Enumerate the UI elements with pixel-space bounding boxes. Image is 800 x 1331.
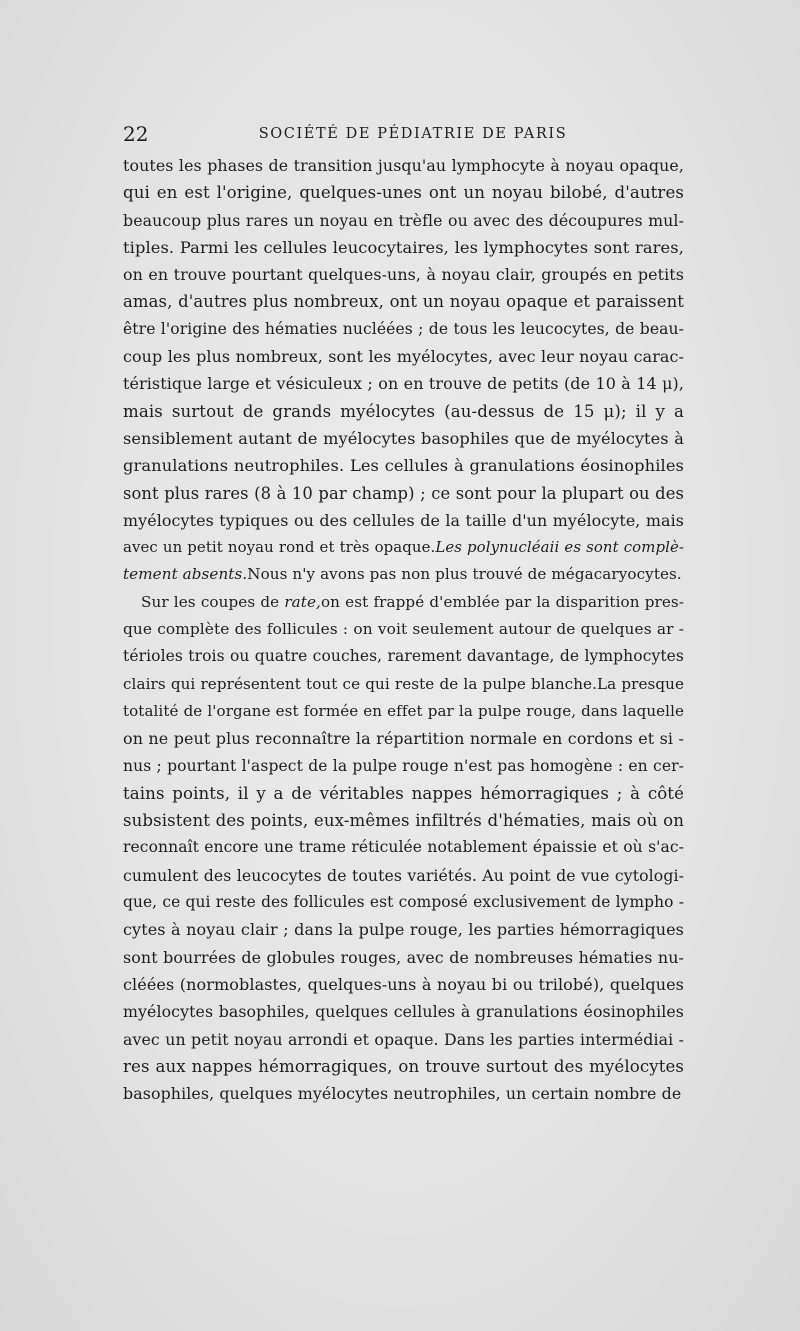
body-text [123, 152, 684, 1107]
text-line [123, 179, 684, 206]
text-segment: cléées (normoblastes, quelques-uns à noyau bi ou trilobé), quelques [123, 974, 684, 994]
text-segment: totalité de l'organe est formée en effet par la pulpe rouge, dans laquelle [123, 701, 684, 720]
text-line [123, 480, 684, 507]
text-segment: sont plus rares (8 à 10 par champ) ; ce sont pour la plupart ou des [123, 483, 684, 503]
text-line [123, 944, 684, 971]
text-segment: sont bourrées de globules rouges, avec de nombreuses hématies nu- [123, 947, 684, 967]
text-segment: sensiblement autant de myélocytes basophiles que de myélocytes à [123, 428, 684, 448]
text-line [123, 780, 684, 807]
page-number: 22 [123, 122, 149, 146]
text-segment: qui en est l'origine, quelques-unes ont un noyau bilobé, d'autres [123, 183, 684, 203]
text-segment: beaucoup plus rares un noyau en trèfle ou avec des découpures mul- [123, 210, 684, 230]
text-line [123, 152, 684, 179]
text-segment: nus ; pourtant l'aspect de la pulpe rouge n'est pas homogène : en cer- [123, 756, 684, 775]
text-line [123, 452, 684, 479]
text-segment: on ne peut plus reconnaître la répartition normale en cordons et si - [123, 729, 684, 749]
text-segment: que, ce qui reste des follicules est composé exclusivement de lympho - [123, 893, 684, 912]
text-segment: res aux nappes hémorragiques, on trouve surtout des myélocytes [123, 1056, 684, 1076]
text-line [123, 889, 684, 916]
text-line [123, 862, 684, 889]
text-segment: myélocytes typiques ou des cellules de la taille d'un myélocyte, mais [123, 510, 684, 530]
text-segment: basophiles, quelques myélocytes neutrophiles, un certain nombre de [123, 1084, 682, 1104]
text-segment: Nous n'y avons pas non plus trouvé de mégacaryocytes. [247, 565, 682, 584]
text-segment: téristique large et vésiculeux ; on en trouve de petits (de 10 à 14 μ), [123, 374, 684, 394]
text-line [123, 643, 684, 670]
text-line [123, 725, 684, 752]
page-header [123, 122, 683, 146]
text-segment: cumulent des leucocytes de toutes variétés. Au point de vue cytologi- [123, 865, 684, 885]
text-segment: que complète des follicules : on voit seulement autour de quelques ar - [123, 620, 684, 639]
text-segment: toutes les phases de transition jusqu'au lymphocyte à noyau opaque, [123, 156, 684, 175]
text-segment: Sur les coupes de [141, 592, 285, 611]
text-segment: tiples. Parmi les cellules leucocytaires, les lymphocytes sont rares, [123, 237, 684, 257]
text-segment: myélocytes basophiles, quelques cellules à granulations éosinophiles [123, 1002, 684, 1022]
text-line [123, 343, 684, 370]
text-line [123, 834, 684, 861]
text-line [123, 398, 684, 425]
text-segment: cytes à noyau clair ; dans la pulpe rouge, les parties hémorragiques [123, 920, 684, 940]
text-line [123, 561, 684, 588]
text-segment: granulations neutrophiles. Les cellules à granulations éosinophiles [123, 456, 684, 476]
text-segment: coup les plus nombreux, sont les myélocytes, avec leur noyau carac- [123, 347, 684, 367]
text-line [123, 671, 684, 698]
text-line [123, 288, 684, 315]
text-segment: on est frappé d'emblée par la disparition pres- [320, 592, 684, 611]
text-segment: être l'origine des hématies nucléées ; de tous les leucocytes, de beau- [123, 319, 684, 338]
text-line [123, 1053, 684, 1080]
text-line [123, 425, 684, 452]
text-segment: avec un petit noyau rond et très opaque. [123, 538, 436, 557]
text-line [123, 507, 684, 534]
text-line [123, 1080, 684, 1107]
text-segment: tains points, il y a de véritables nappes hémorragiques ; à côté [123, 783, 684, 803]
text-segment: clairs qui représentent tout ce qui reste de la pulpe blanche.La presque [123, 674, 684, 693]
text-line [123, 1026, 684, 1053]
text-line [123, 261, 684, 288]
text-line [123, 971, 684, 998]
text-segment: reconnaît encore une trame réticulée notablement épaissie et où s'ac- [123, 838, 684, 857]
italic-text-segment: Les polynucléaii es sont complè- [435, 538, 684, 557]
text-line [123, 316, 684, 343]
text-line [123, 998, 684, 1025]
text-line [123, 207, 684, 234]
text-line [123, 916, 684, 943]
text-segment: térioles trois ou quatre couches, rarement davantage, de lymphocytes [123, 647, 684, 666]
text-line [123, 698, 684, 725]
text-segment: subsistent des points, eux-mêmes infiltrés d'hématies, mais où on [123, 811, 684, 831]
text-segment: mais surtout de grands myélocytes (au-dessus de 15 μ); il y a [123, 401, 684, 421]
text-line [123, 370, 684, 397]
text-segment: avec un petit noyau arrondi et opaque. Dans les parties intermédiai - [123, 1029, 684, 1049]
italic-text-segment: tement absents. [123, 565, 248, 584]
running-head: SOCIÉTÉ DE PÉDIATRIE DE PARIS [258, 126, 568, 142]
text-line [123, 753, 684, 780]
text-line [123, 534, 684, 561]
text-segment: amas, d'autres plus nombreux, ont un noyau opaque et paraissent [123, 292, 684, 312]
text-line [123, 807, 684, 834]
italic-text-segment: rate, [284, 592, 321, 611]
text-line [123, 234, 684, 261]
text-line [123, 589, 684, 616]
text-segment: on en trouve pourtant quelques-uns, à noyau clair, groupés en petits [123, 265, 684, 285]
text-line [123, 616, 684, 643]
